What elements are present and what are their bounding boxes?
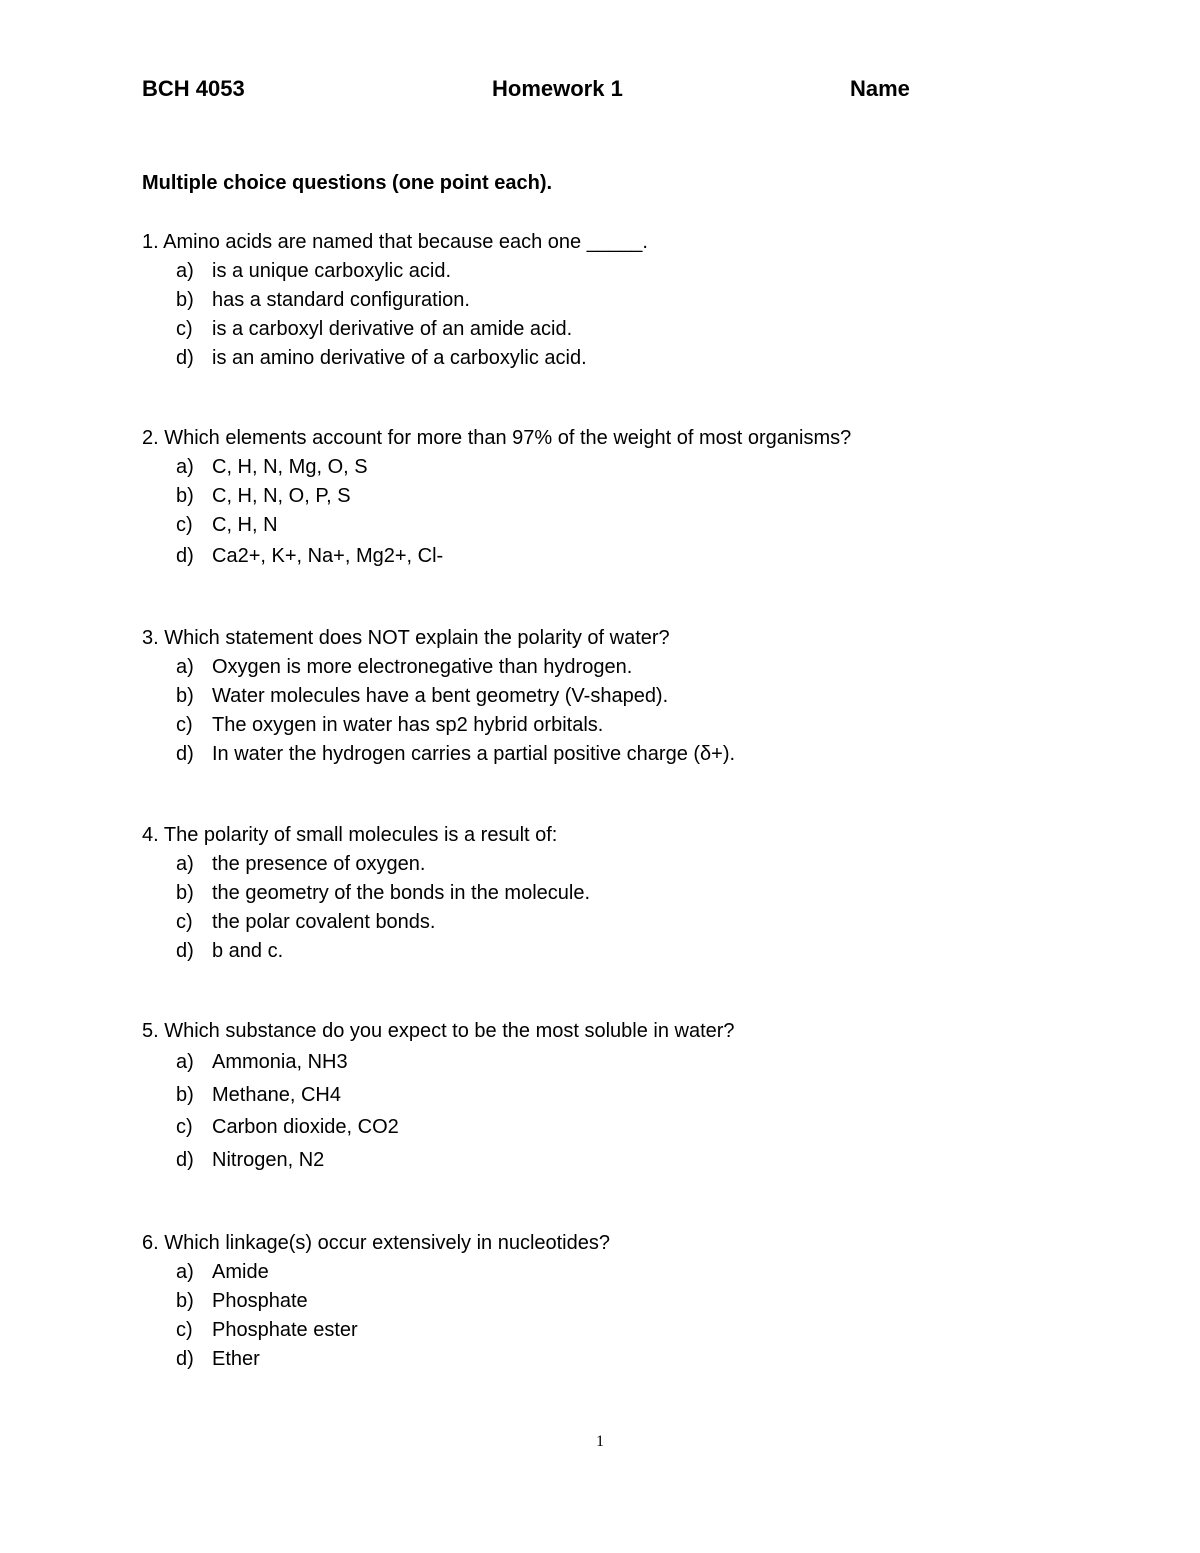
option-text: C, H, N bbox=[212, 514, 278, 536]
option-list bbox=[142, 1046, 1042, 1176]
option-b bbox=[142, 1287, 1042, 1316]
option-letter: a) bbox=[176, 853, 194, 875]
option-text: The oxygen in water has sp2 hybrid orbitals. bbox=[212, 714, 604, 736]
question-2 bbox=[142, 424, 1042, 573]
option-b bbox=[142, 1079, 1042, 1112]
option-a bbox=[142, 1258, 1042, 1287]
option-text: Water molecules have a bent geometry (V-shaped). bbox=[212, 685, 669, 707]
option-text: b and c. bbox=[212, 940, 284, 962]
question-text: 4. The polarity of small molecules is a result of: bbox=[142, 824, 558, 846]
option-c bbox=[142, 1316, 1042, 1345]
option-c bbox=[142, 511, 1042, 540]
page-number: 1 bbox=[596, 1433, 604, 1450]
question-4 bbox=[142, 821, 1042, 966]
question-3 bbox=[142, 624, 1042, 769]
option-list bbox=[142, 257, 1042, 373]
option-text: Ammonia, NH3 bbox=[212, 1051, 348, 1073]
option-d bbox=[142, 1144, 1042, 1177]
question-text: 2. Which elements account for more than 97% of the weight of most organisms? bbox=[142, 427, 852, 449]
question-text: 6. Which linkage(s) occur extensively in nucleotides? bbox=[142, 1232, 610, 1254]
option-letter: a) bbox=[176, 456, 194, 478]
option-letter: c) bbox=[176, 1319, 193, 1341]
option-letter: a) bbox=[176, 1261, 194, 1283]
option-letter: d) bbox=[176, 347, 194, 369]
option-text: has a standard configuration. bbox=[212, 289, 470, 311]
option-letter: c) bbox=[176, 1116, 193, 1138]
option-text: the polar covalent bonds. bbox=[212, 911, 436, 933]
option-letter: b) bbox=[176, 685, 194, 707]
option-c bbox=[142, 1111, 1042, 1144]
option-letter: d) bbox=[176, 1348, 194, 1370]
option-a bbox=[142, 850, 1042, 879]
option-b bbox=[142, 879, 1042, 908]
option-c bbox=[142, 711, 1042, 740]
option-text: Ether bbox=[212, 1348, 260, 1370]
name-label: Name bbox=[850, 76, 910, 101]
option-letter: b) bbox=[176, 485, 194, 507]
option-letter: c) bbox=[176, 514, 193, 536]
option-text: is a carboxyl derivative of an amide acid. bbox=[212, 318, 573, 340]
option-text: the presence of oxygen. bbox=[212, 853, 426, 875]
option-b bbox=[142, 286, 1042, 315]
option-letter: b) bbox=[176, 1083, 194, 1106]
option-d bbox=[142, 937, 1042, 966]
option-letter: d) bbox=[176, 1148, 194, 1171]
option-text: In water the hydrogen carries a partial positive charge (δ+). bbox=[212, 743, 736, 765]
option-text: Phosphate bbox=[212, 1290, 308, 1312]
option-c bbox=[142, 315, 1042, 344]
option-text: Phosphate ester bbox=[212, 1319, 358, 1341]
option-letter: a) bbox=[176, 1051, 194, 1073]
option-a bbox=[142, 653, 1042, 682]
option-list bbox=[142, 653, 1042, 769]
option-text: the geometry of the bonds in the molecule. bbox=[212, 882, 591, 904]
option-text: Nitrogen, N2 bbox=[212, 1148, 325, 1171]
option-a bbox=[142, 453, 1042, 482]
option-a bbox=[142, 1046, 1042, 1079]
option-text: C, H, N, Mg, O, S bbox=[212, 456, 368, 478]
option-text: Methane, CH4 bbox=[212, 1083, 341, 1106]
assignment-title: Homework 1 bbox=[492, 76, 623, 101]
option-c bbox=[142, 908, 1042, 937]
question-text: 1. Amino acids are named that because each one _____. bbox=[142, 231, 648, 253]
question-6 bbox=[142, 1229, 1042, 1374]
option-letter: b) bbox=[176, 882, 194, 904]
option-letter: c) bbox=[176, 318, 193, 340]
option-d bbox=[142, 740, 1042, 769]
option-letter: b) bbox=[176, 289, 194, 311]
question-text: 3. Which statement does NOT explain the polarity of water? bbox=[142, 627, 670, 649]
option-letter: a) bbox=[176, 656, 194, 678]
question-1 bbox=[142, 228, 1042, 373]
option-text: Carbon dioxide, CO2 bbox=[212, 1116, 399, 1138]
option-list bbox=[142, 1258, 1042, 1374]
option-letter: d) bbox=[176, 940, 194, 962]
option-letter: c) bbox=[176, 714, 193, 736]
option-b bbox=[142, 482, 1042, 511]
option-d bbox=[142, 344, 1042, 373]
option-text: is an amino derivative of a carboxylic acid. bbox=[212, 347, 587, 369]
option-letter: a) bbox=[176, 260, 194, 282]
option-a bbox=[142, 257, 1042, 286]
option-list bbox=[142, 453, 1042, 573]
option-text: Amide bbox=[212, 1261, 269, 1283]
section-title: Multiple choice questions (one point each). bbox=[142, 172, 553, 194]
option-d bbox=[142, 1345, 1042, 1374]
page-header bbox=[0, 76, 1200, 106]
option-text: Oxygen is more electronegative than hydrogen. bbox=[212, 656, 633, 678]
option-text: Ca2+, K+, Na+, Mg2+, Cl- bbox=[212, 545, 444, 567]
option-letter: c) bbox=[176, 911, 193, 933]
option-b bbox=[142, 682, 1042, 711]
option-text: is a unique carboxylic acid. bbox=[212, 260, 452, 282]
option-d bbox=[142, 540, 1042, 573]
course-code: BCH 4053 bbox=[142, 76, 245, 101]
option-letter: d) bbox=[176, 743, 194, 765]
option-text: C, H, N, O, P, S bbox=[212, 485, 351, 507]
option-letter: b) bbox=[176, 1290, 194, 1312]
option-list bbox=[142, 850, 1042, 966]
question-text: 5. Which substance do you expect to be the most soluble in water? bbox=[142, 1020, 735, 1042]
option-letter: d) bbox=[176, 545, 194, 567]
question-5 bbox=[142, 1017, 1042, 1176]
